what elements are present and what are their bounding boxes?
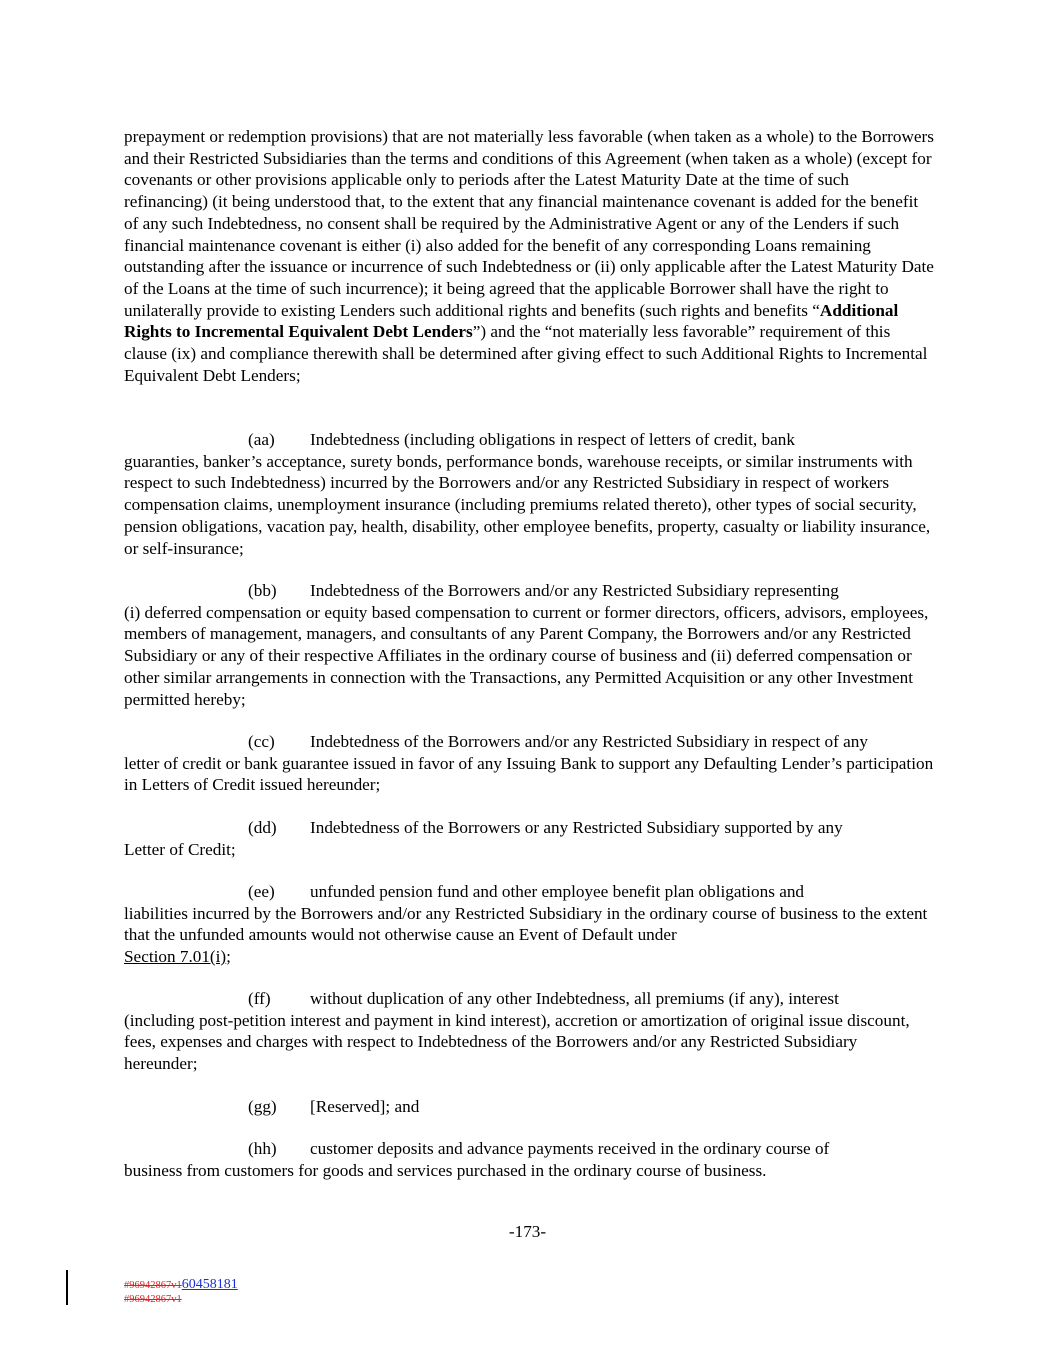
clause-dd [124, 817, 934, 860]
clause-text: Letter of Credit; [124, 839, 236, 859]
section-suffix: ; [226, 947, 231, 967]
clause-label: (ff) [248, 989, 271, 1008]
clause-text: liabilities incurred by the Borrowers and/or any Restricted Subsidiary in the ordinary course of business to the extent that the unfunded amounts would not otherwise cause an Event of Default under [124, 903, 928, 945]
clause-label: (hh) [248, 1139, 277, 1158]
lead-text-before: prepayment or redemption provisions) that are not materially less favorable (when taken as a whole) to the Borrowers and their Restricted Subsidiaries than the terms and conditions of this Agreement (when taken as a whole) (except for covenants or other provisions applicable only to periods after the Latest Maturity Date at the time of such refinancing) (it being understood that, to the extent that any financial maintenance covenant is added for the benefit of any such Indebtedness, no consent shall be required by the Administrative Agent or any of the Lenders if such financial maintenance covenant is either (i) also added for the benefit of any corresponding Loans remaining outstanding after the issuance or incurrence of such Indebtedness or (ii) only applicable after the Latest Maturity Date of the Loans at the time of such incurrence); it being agreed that the applicable Borrower shall have the right to unilaterally provide to existing Lenders such additional rights and benefits (such rights and benefits “ [124, 127, 934, 320]
lead-text-after: ”) and the “not materially less favorable” requirement of this clause (ix) and compliance therewith shall be determined after giving effect to such Additional Rights to Incremental Equivalent Debt Lenders; [124, 322, 928, 385]
clause-label: (cc) [248, 732, 275, 751]
deleted-document-id: #96942867v1 [124, 1280, 182, 1291]
clause-first-line: customer deposits and advance payments received in the ordinary course of [310, 1139, 830, 1158]
clause-bb [124, 580, 934, 710]
defined-term: Additional Rights to Incremental Equivalent Debt Lenders [124, 300, 899, 342]
lead-paragraph [124, 126, 934, 386]
clause-ff [124, 988, 934, 1075]
clause-ee [124, 881, 934, 968]
clause-text: letter of credit or bank guarantee issued in favor of any Issuing Bank to support any Defaulting Lender’s participation in Letters of Credit issued hereunder; [124, 753, 934, 795]
clause-text: (including post-petition interest and payment in kind interest), accretion or amortization of original issue discount, fees, expenses and charges with respect to Indebtedness of the Borrowers and/or any Restricted Subsidiary hereunder; [124, 1010, 910, 1074]
change-bar [66, 1270, 68, 1305]
clause-label: (bb) [248, 581, 277, 600]
clause-first-line: [Reserved]; and [310, 1097, 420, 1116]
clause-first-line: unfunded pension fund and other employee benefit plan obligations and [310, 882, 805, 901]
page-number: -173- [508, 1222, 547, 1241]
section-reference-link[interactable]: Section 7.01(i) [124, 947, 227, 967]
clause-hh [124, 1138, 934, 1181]
clause-first-line: without duplication of any other Indebtedness, all premiums (if any), interest [310, 989, 839, 1008]
clause-first-line: Indebtedness of the Borrowers and/or any Restricted Subsidiary representing [310, 581, 839, 600]
clause-label: (ee) [248, 882, 275, 901]
clause-label: (dd) [248, 818, 277, 837]
clause-gg [124, 1096, 934, 1118]
clause-first-line: Indebtedness of the Borrowers and/or any Restricted Subsidiary in respect of any [310, 732, 868, 751]
clause-text: (i) deferred compensation or equity based compensation to current or former directors, officers, advisors, employees, members of management, managers, and consultants of any Parent Company, the Borrowers and/or any Restricted Subsidiary or any of their respective Affiliates in the ordinary course of business and (ii) deferred compensation or other similar arrangements in connection with the Transactions, any Permitted Acquisition or any other Investment permitted hereby; [124, 602, 929, 709]
document-id-line-2 [124, 1290, 182, 1307]
clause-text: guaranties, banker’s acceptance, surety bonds, performance bonds, warehouse receipts, or similar instruments with respect to such Indebtedness) incurred by the Borrowers and/or any Restricted Subsidiary in respect of workers compensation claims, unemployment insurance (including premiums related thereto), other types of social security, pension obligations, vacation pay, health, disability, other employee benefits, property, casualty or liability insurance, or self-insurance; [124, 451, 931, 558]
clause-first-line: Indebtedness of the Borrowers or any Restricted Subsidiary supported by any [310, 818, 843, 837]
clause-cc [124, 731, 934, 796]
clause-aa [124, 429, 934, 559]
clause-label: (aa) [248, 430, 275, 449]
clause-first-line: Indebtedness (including obligations in respect of letters of credit, bank [310, 430, 795, 449]
clause-text: business from customers for goods and services purchased in the ordinary course of business. [124, 1160, 767, 1180]
inserted-document-id: 60458181 [181, 1277, 238, 1292]
deleted-document-id-2: #96942867v1 [124, 1294, 182, 1305]
clause-label: (gg) [248, 1097, 277, 1116]
